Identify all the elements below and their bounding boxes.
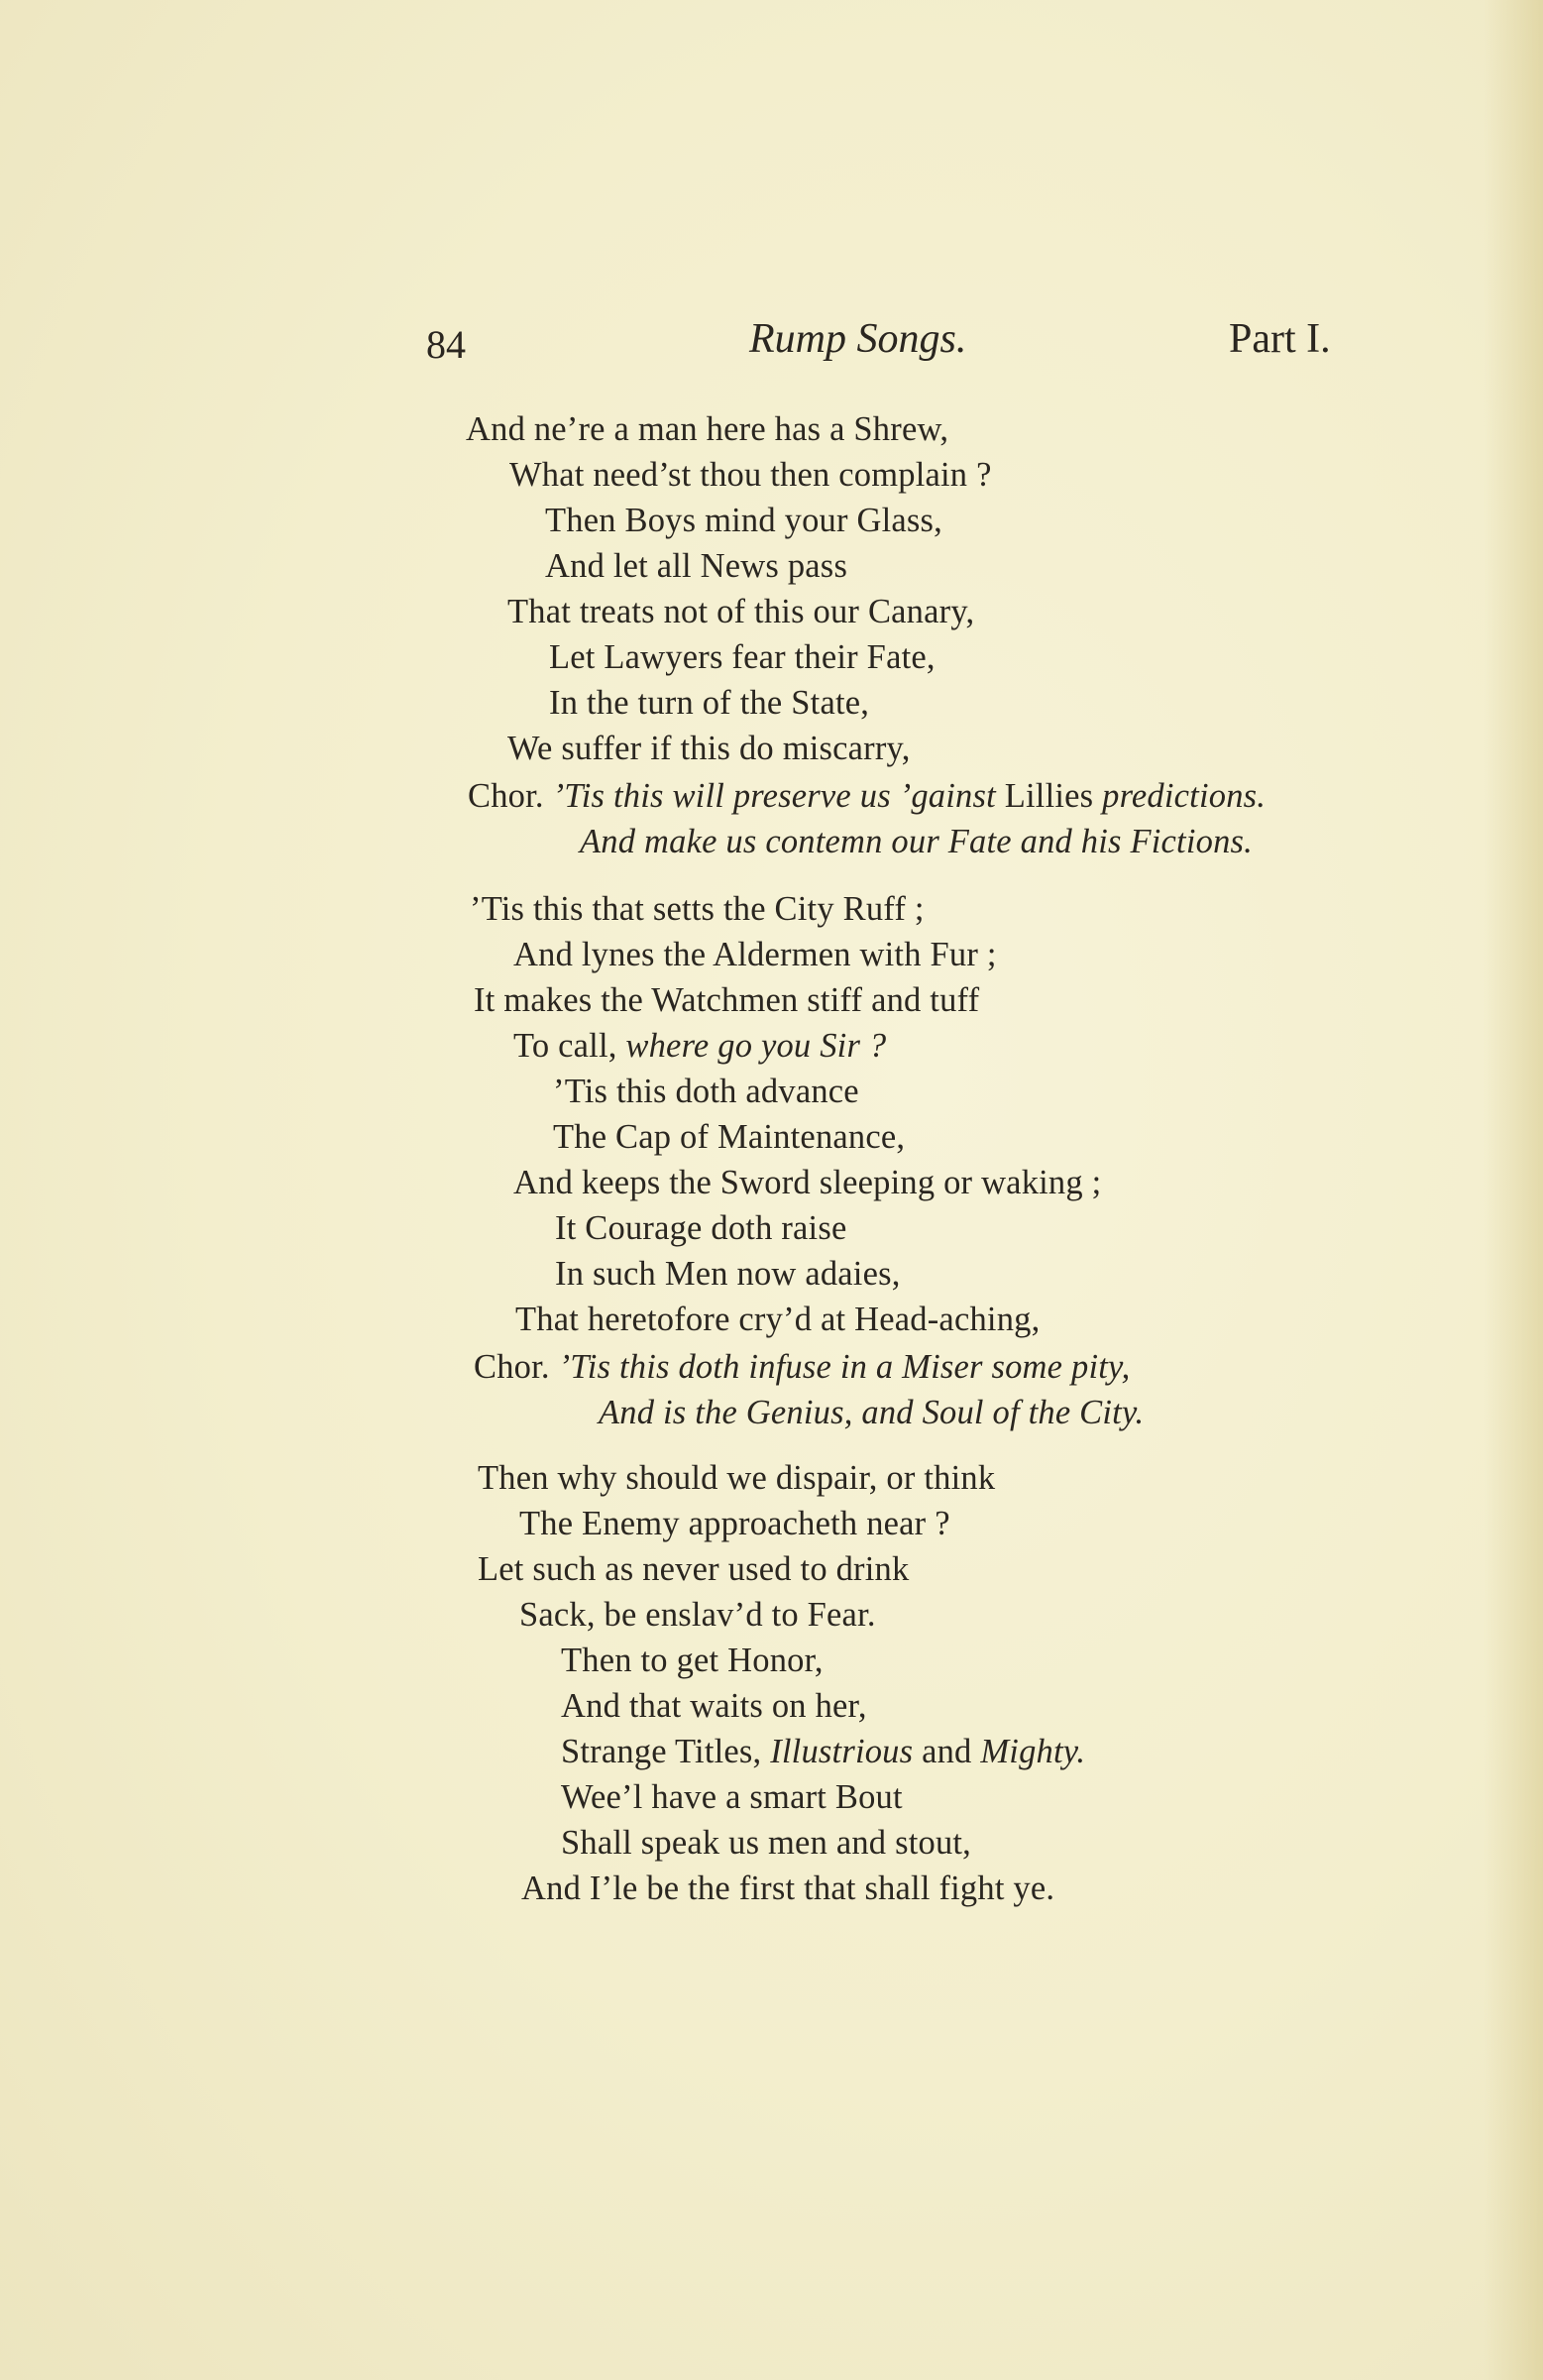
verse-line: Shall speak us men and stout, [561,1824,972,1862]
verse-line [561,1733,1085,1771]
verse-text: where go you Sir ? [625,1027,887,1065]
verse-line: Let such as never used to drink [478,1550,910,1588]
chorus-line: And make us contemn our Fate and his Fictions. [580,823,1253,860]
verse-line: The Cap of Maintenance, [553,1118,906,1156]
verse-line [513,1027,886,1066]
verse-line: And I’le be the first that shall fight ye. [521,1870,1055,1907]
verse-line: And that waits on her, [561,1687,867,1725]
verse-text: Mighty. [980,1733,1086,1770]
part-label: Part I. [1229,316,1331,362]
chorus-text: ’Tis this will preserve us ’gainst [552,777,996,815]
verse-text: Illustrious [770,1733,914,1770]
verse-line: It Courage doth raise [555,1209,847,1247]
verse-line: That heretofore cry’d at Head-aching, [515,1301,1041,1338]
verse-line: And let all News pass [545,547,848,585]
verse-line: And lynes the Aldermen with Fur ; [513,936,997,973]
chorus-text: ’Tis this doth infuse in a Miser some pity, [558,1348,1131,1386]
chorus-label: Chor. [468,777,544,815]
verse-line: And keeps the Sword sleeping or waking ; [513,1164,1102,1201]
chorus-line [474,1348,1130,1387]
verse-line: And ne’re a man here has a Shrew, [466,410,949,448]
chorus-line: And is the Genius, and Soul of the City. [599,1394,1145,1431]
verse-line: That treats not of this our Canary, [507,593,975,630]
verse-line: In such Men now adaies, [555,1255,901,1293]
verse-line: It makes the Watchmen stiff and tuff [474,981,980,1019]
verse-text: Strange Titles, [561,1733,762,1770]
verse-line: Then to get Honor, [561,1642,824,1679]
verse-line: ’Tis this doth advance [553,1073,859,1110]
verse-line: Then Boys mind your Glass, [545,502,942,539]
verse-line: In the turn of the State, [549,684,870,722]
chorus-text: Lillies [1004,777,1094,815]
chorus-label: Chor. [474,1348,550,1386]
verse-line: ’Tis this that setts the City Ruff ; [470,890,925,928]
verse-text: To call, [513,1027,617,1065]
chorus-text: predictions. [1102,777,1267,815]
verse-line: We suffer if this do miscarry, [507,730,911,767]
verse-line: What need’st thou then complain ? [509,456,992,494]
verse-line: Wee’l have a smart Bout [561,1778,903,1816]
page-number: 84 [426,322,466,367]
verse-line: Let Lawyers fear their Fate, [549,638,936,676]
chorus-line [468,777,1266,816]
verse-text: and [922,1733,972,1770]
running-title: Rump Songs. [749,316,967,362]
verse-line: The Enemy approacheth near ? [519,1505,950,1542]
verse-line: Then why should we dispair, or think [478,1459,996,1497]
verse-line: Sack, be enslav’d to Fear. [519,1596,876,1634]
